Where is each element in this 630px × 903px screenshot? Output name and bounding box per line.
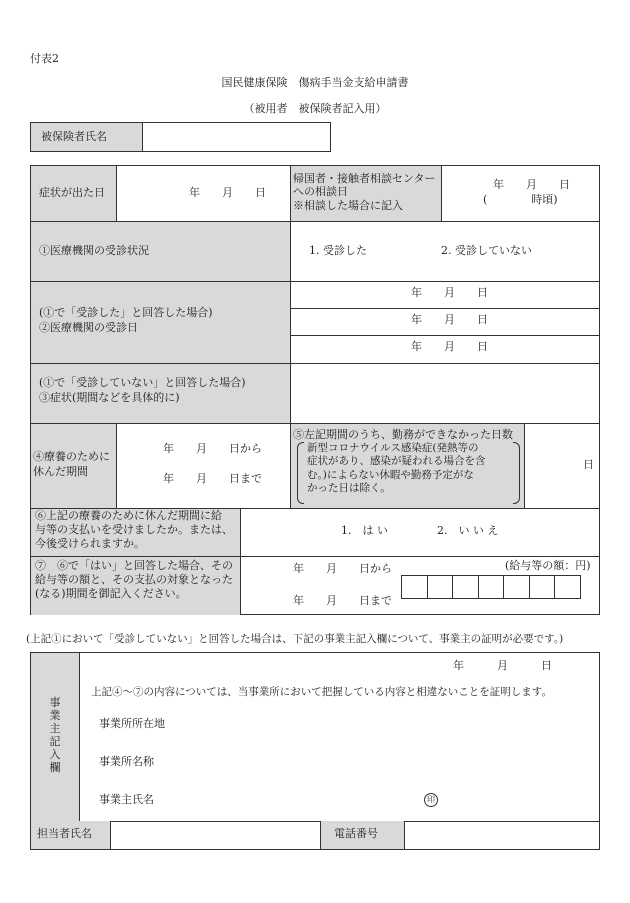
q4-label: ④療養のために 休んだ期間: [33, 450, 110, 478]
q7-amount-label: (給与等の額：円): [505, 559, 591, 572]
symptom-date-label: 症状が出た日: [39, 186, 105, 199]
business-owner-label: 事業主氏名: [99, 793, 154, 806]
main-form-table: [30, 165, 600, 615]
appendix-label: 付表2: [30, 52, 59, 65]
q1-option-visited[interactable]: 1. 受診した: [309, 244, 367, 257]
business-address-label: 事業所所在地: [99, 717, 165, 730]
q1-option-not-visited[interactable]: 2. 受診していない: [441, 244, 532, 257]
q3-symptom-field[interactable]: [291, 364, 599, 422]
q6-option-yes[interactable]: 1. は い: [341, 524, 388, 537]
contact-person-label: 担当者氏名: [37, 827, 92, 840]
q7-to-date[interactable]: 年 月 日まで: [293, 594, 392, 607]
q5-days-field[interactable]: [525, 424, 581, 507]
q3-label: (①で「受診していない」と回答した場合) ③症状(期間などを具体的に): [39, 376, 246, 404]
employer-cert-date[interactable]: 年 月 日: [453, 659, 552, 672]
consultation-center-label: 帰国者・接触者相談センター への相談日 ※相談した場合に記入: [293, 172, 436, 212]
insured-name-label-cell: [30, 122, 143, 152]
q2-label: (①で「受診した」と回答した場合) ②医療機関の受診日: [39, 306, 213, 334]
form-title: 国民健康保険 傷病手当金支給申請書: [221, 76, 409, 89]
q2-date-3[interactable]: 年 月 日: [411, 340, 488, 353]
employer-certification: 上記④～⑦の内容については、当事業所において把握している内容と相違ないことを証明します。: [91, 686, 552, 698]
q2-date-1[interactable]: 年 月 日: [411, 286, 488, 299]
phone-label: 電話番号: [334, 827, 378, 840]
symptom-date-field[interactable]: 年 月 日: [189, 186, 266, 199]
q2-date-2[interactable]: 年 月 日: [411, 313, 488, 326]
q4-from-date[interactable]: 年 月 日から: [163, 442, 262, 455]
q7-from-date[interactable]: 年 月 日から: [293, 562, 392, 575]
phone-field[interactable]: [405, 822, 598, 848]
consultation-time-field[interactable]: ( 時頃): [483, 193, 558, 206]
contact-person-field[interactable]: [111, 822, 319, 848]
q1-label: ①医療機関の受診状況: [39, 244, 149, 257]
consultation-date-field[interactable]: 年 月 日: [493, 178, 570, 191]
q5-note: 新型コロナウイルス感染症(発熱等の 症状があり、感染が疑われる場合を含 む。)によらない休暇や勤務予定がな かった日は除く。: [307, 442, 486, 495]
form-subtitle: （被用者 被保険者記入用）: [243, 102, 387, 115]
q6-label: ⑥上記の療養のために休んだ期間に給 与等の支払いを受けましたか。または、 今後受けられますか。: [35, 509, 233, 551]
employer-note: (上記①において「受診していない」と回答した場合は、下記の事業主記入欄について、事業主の証明が必要です。): [26, 633, 564, 645]
q6-option-no[interactable]: 2. い い え: [437, 524, 499, 537]
employer-section: [30, 652, 600, 850]
q5-days-unit: 日: [583, 458, 594, 471]
q7-amount-boxes[interactable]: [401, 575, 581, 599]
seal-mark: 印: [424, 793, 438, 807]
q5-label: ⑤左記期間のうち、勤務ができなかった日数: [293, 428, 513, 441]
q7-label: ⑦ ⑥で「はい」と回答した場合、その 給与等の額と、その支払の対象となった (なる)期間を御記入ください。: [35, 559, 233, 601]
insured-name-field[interactable]: [142, 122, 331, 152]
insured-name-label: 被保険者氏名: [41, 130, 107, 143]
business-name-label: 事業所名称: [99, 755, 154, 768]
q4-to-date[interactable]: 年 月 日まで: [163, 472, 262, 485]
employer-side-label: 事業主記入欄: [49, 696, 61, 774]
